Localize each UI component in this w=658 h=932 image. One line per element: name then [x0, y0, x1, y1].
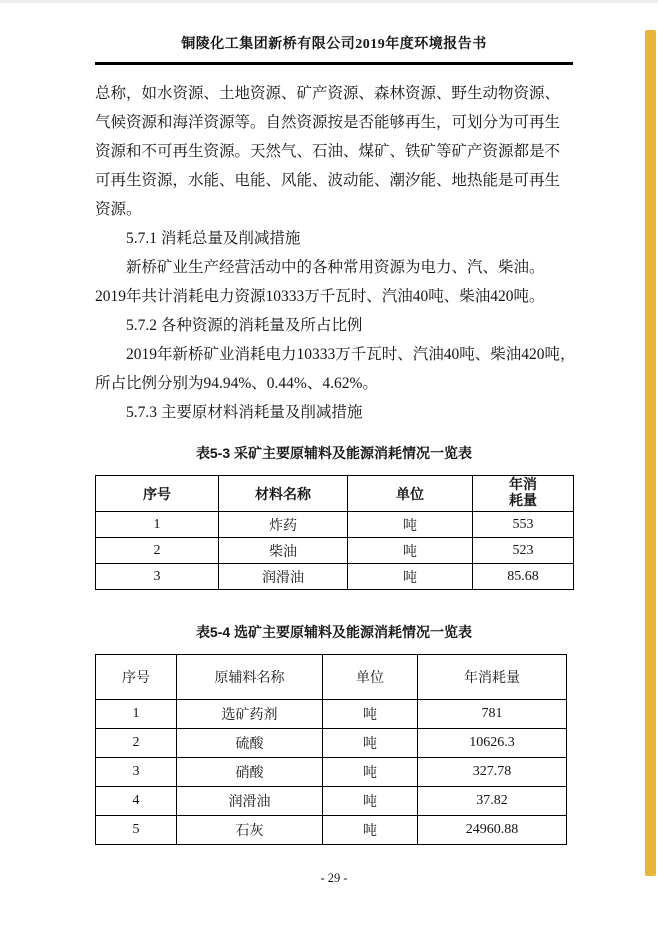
table-cell: 24960.88	[418, 816, 567, 845]
page-number: - 29 -	[320, 871, 348, 885]
table-header-cell: 材料名称	[219, 476, 348, 512]
table-header-cell: 单位	[323, 655, 418, 700]
body-text	[95, 79, 576, 427]
table-cell: 85.68	[473, 564, 574, 590]
table-row	[96, 758, 567, 787]
highlight-accent-bar	[645, 30, 656, 876]
table-cell: 吨	[323, 787, 418, 816]
table-cell: 吨	[323, 729, 418, 758]
table-cell: 吨	[348, 538, 473, 564]
table-cell: 5	[96, 816, 177, 845]
table-cell: 781	[418, 700, 567, 729]
paragraph-line: 资源和不可再生资源。天然气、石油、煤矿、铁矿等矿产资源都是不	[95, 143, 561, 160]
table-row	[96, 816, 567, 845]
table-header-cell: 序号	[96, 655, 177, 700]
paragraph-line: 2019年共计消耗电力资源10333万千瓦时、汽油40吨、柴油420吨。	[95, 288, 545, 305]
table-row	[96, 564, 574, 590]
table-cell: 硝酸	[177, 758, 323, 787]
table-5-3	[95, 475, 574, 590]
table-cell: 523	[473, 538, 574, 564]
table-row	[96, 700, 567, 729]
paragraph-line: 5.7.2 各种资源的消耗量及所占比例	[126, 317, 363, 334]
paragraph-line: 5.7.1 消耗总量及削减措施	[126, 230, 301, 247]
table-5-4	[95, 654, 567, 845]
table-cell: 吨	[323, 816, 418, 845]
table-cell: 3	[96, 564, 219, 590]
table-row	[96, 538, 574, 564]
table-row	[96, 787, 567, 816]
table-header-cell: 序号	[96, 476, 219, 512]
table-header-cell: 年消耗量	[418, 655, 567, 700]
paragraph-line: 总称，如水资源、土地资源、矿产资源、森林资源、野生动物资源、	[95, 85, 561, 102]
paragraph-line: 5.7.3 主要原材料消耗量及削减措施	[126, 404, 363, 421]
table-cell: 37.82	[418, 787, 567, 816]
table-cell: 2	[96, 729, 177, 758]
paragraph-line: 新桥矿业生产经营活动中的各种常用资源为电力、汽、柴油。	[126, 259, 545, 276]
table-cell: 1	[96, 512, 219, 538]
paragraph-line: 可再生资源，水能、电能、风能、波动能、潮汐能、地热能是可再生	[95, 172, 561, 189]
table-cell: 吨	[348, 564, 473, 590]
paragraph-line: 2019年新桥矿业消耗电力10333万千瓦时、汽油40吨、柴油420吨，	[126, 346, 576, 363]
header-divider-rule	[95, 62, 573, 65]
paragraph-line: 气候资源和海洋资源等。自然资源按是否能够再生，可划分为可再生	[95, 114, 561, 131]
table-cell: 润滑油	[177, 787, 323, 816]
table-row	[96, 512, 574, 538]
table-header-cell: 单位	[348, 476, 473, 512]
table-cell: 4	[96, 787, 177, 816]
table-cell: 1	[96, 700, 177, 729]
paragraph-line: 资源。	[95, 201, 142, 218]
table-cell: 选矿药剂	[177, 700, 323, 729]
table-5-3-caption: 表5-3 采矿主要原辅料及能源消耗情况一览表	[195, 445, 473, 461]
table-header-cell-label: 年消耗量	[509, 477, 537, 509]
page-header-title: 铜陵化工集团新桥有限公司2019年度环境报告书	[181, 37, 487, 52]
table-header-row	[96, 655, 567, 700]
table-cell: 润滑油	[219, 564, 348, 590]
table-cell: 硫酸	[177, 729, 323, 758]
table-header-cell: 原辅料名称	[177, 655, 323, 700]
table-cell: 石灰	[177, 816, 323, 845]
table-header-cell	[473, 476, 574, 512]
table-cell: 吨	[348, 512, 473, 538]
paragraph-line: 所占比例分别为94.94%、0.44%、4.62%。	[95, 375, 378, 392]
table-cell: 炸药	[219, 512, 348, 538]
table-cell: 3	[96, 758, 177, 787]
table-cell: 553	[473, 512, 574, 538]
table-header-row	[96, 476, 574, 512]
table-cell: 吨	[323, 758, 418, 787]
table-5-4-caption: 表5-4 选矿主要原辅料及能源消耗情况一览表	[195, 624, 473, 640]
table-cell: 327.78	[418, 758, 567, 787]
table-cell: 柴油	[219, 538, 348, 564]
table-row	[96, 729, 567, 758]
report-page	[95, 0, 576, 886]
table-cell: 2	[96, 538, 219, 564]
table-cell: 10626.3	[418, 729, 567, 758]
table-cell: 吨	[323, 700, 418, 729]
